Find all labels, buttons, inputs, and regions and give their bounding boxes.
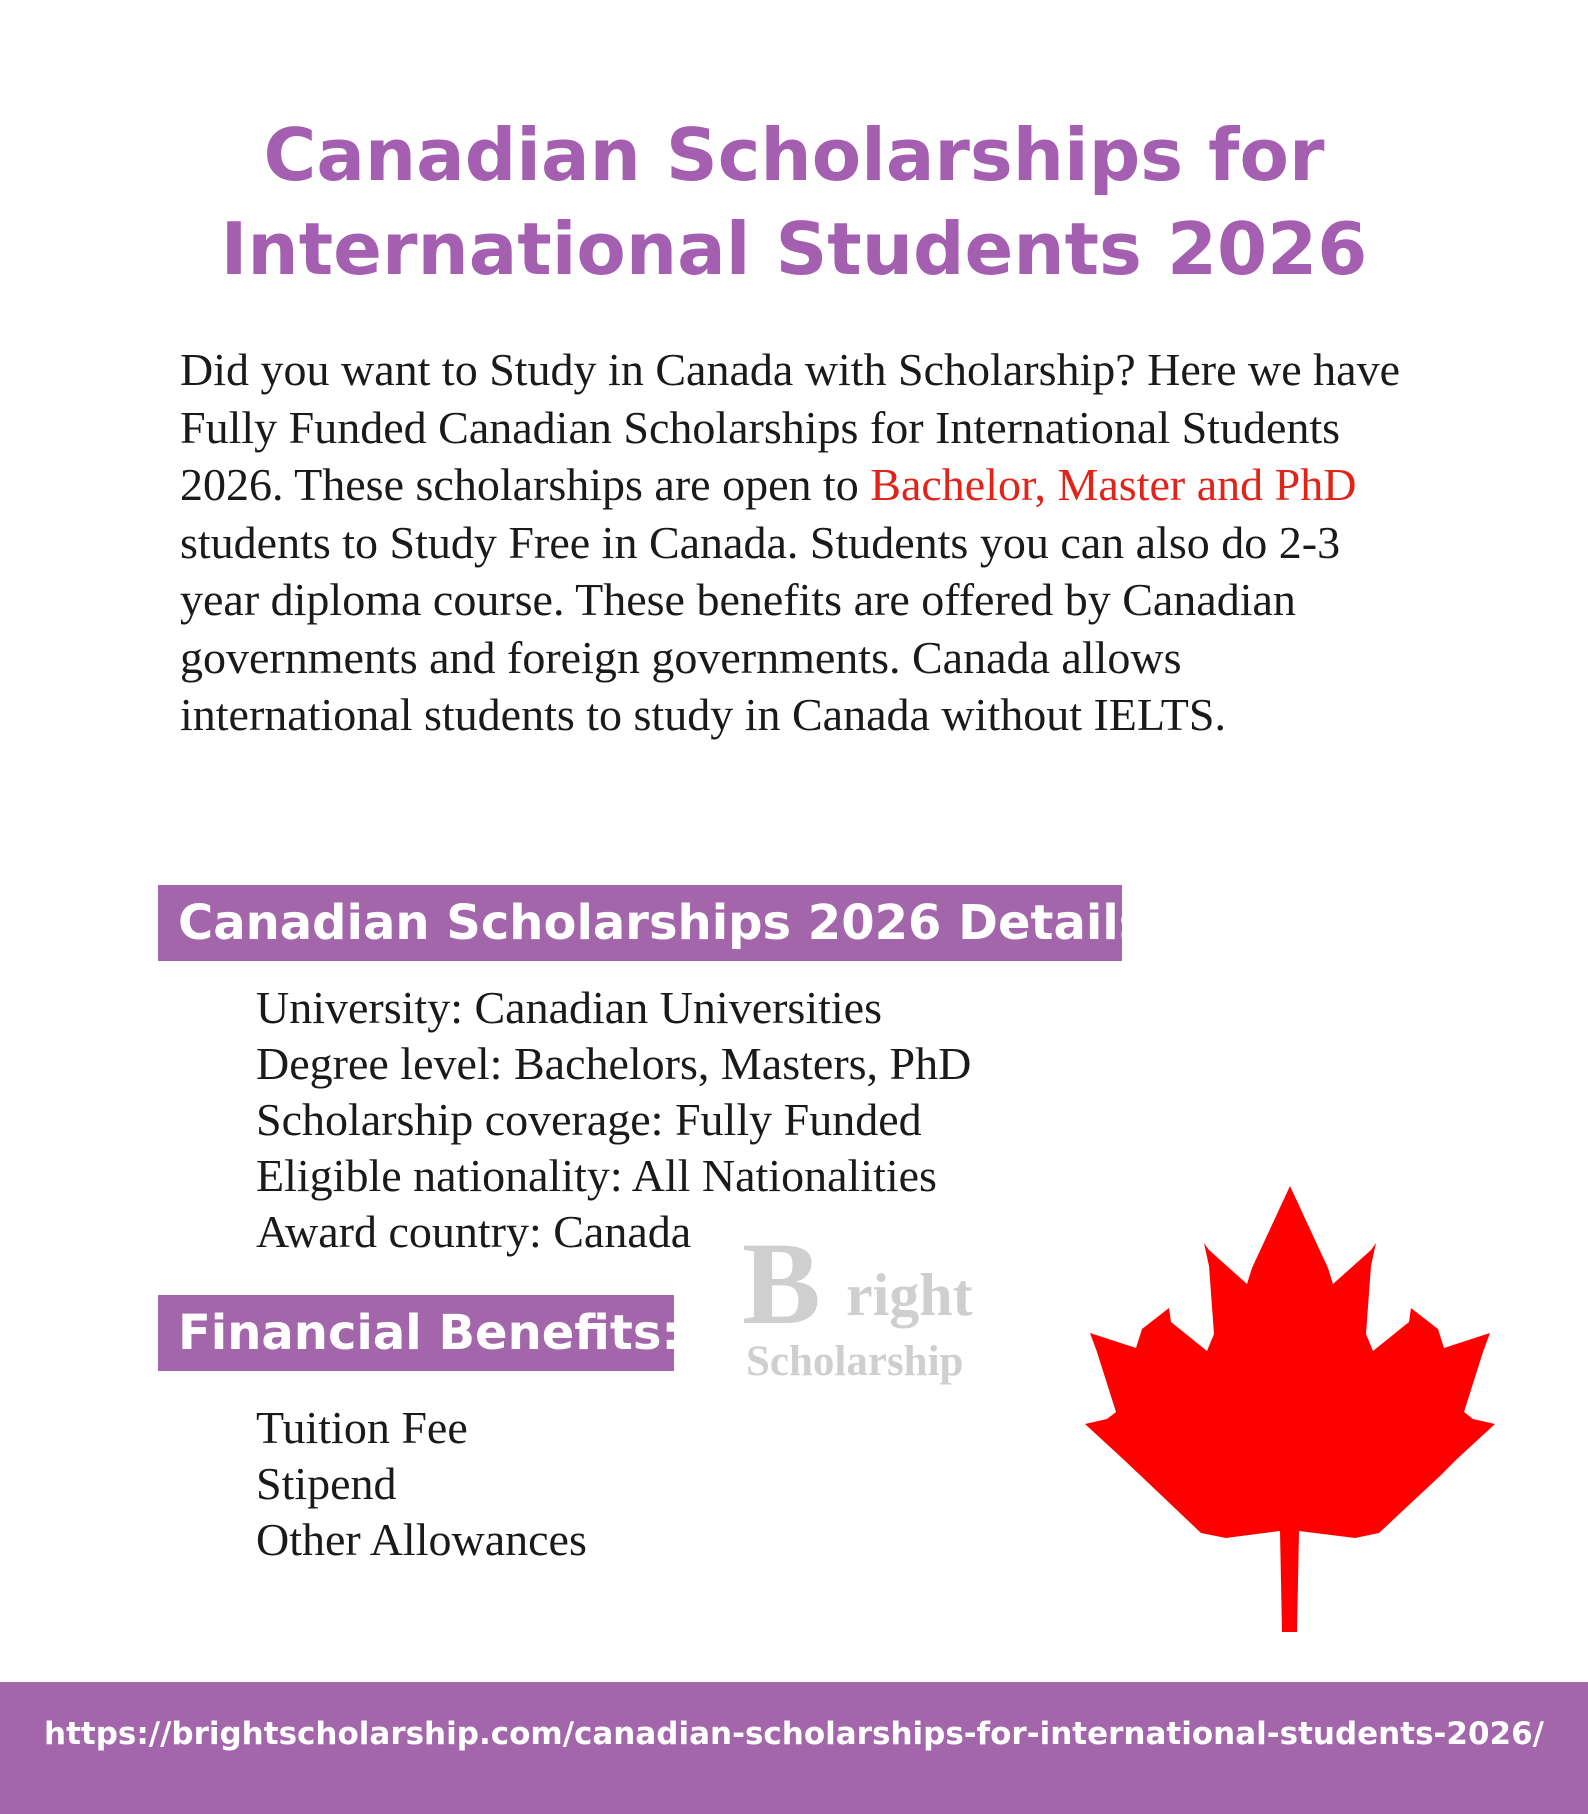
watermark-word-right: right <box>846 1262 973 1328</box>
watermark-word-scholarship: Scholarship <box>746 1338 964 1385</box>
page-title-line-2: International Students 2026 <box>220 207 1368 291</box>
page-title <box>0 108 1588 296</box>
details-heading-bar: Canadian Scholarships 2026 Details: <box>158 885 1122 961</box>
footer-url-link[interactable]: https://brightscholarship.com/canadian-scholarships-for-international-students-2026/ <box>44 1716 1544 1752</box>
details-item-nationality: Eligible nationality: All Nationalities <box>256 1150 937 1201</box>
watermark-letter-b: B <box>742 1225 821 1349</box>
details-list <box>256 980 971 1260</box>
page-title-line-1: Canadian Scholarships for <box>263 113 1325 197</box>
intro-highlight-degrees: Bachelor, Master and PhD <box>870 459 1357 510</box>
benefits-list <box>256 1400 587 1568</box>
intro-paragraph <box>180 341 1400 744</box>
details-item-country: Award country: Canada <box>256 1206 692 1257</box>
benefits-item-allowances: Other Allowances <box>256 1514 587 1565</box>
intro-text-start: Did you want to Study in Canada with Scholarship? Here we have Fully Funded Canadian Scholarships for International Students 2026. These scholarships are open to <box>180 344 1401 510</box>
details-item-university: University: Canadian Universities <box>256 982 882 1033</box>
bright-scholarship-watermark-logo <box>742 1225 1022 1395</box>
details-item-degree-level: Degree level: Bachelors, Masters, PhD <box>256 1038 972 1089</box>
benefits-item-tuition: Tuition Fee <box>256 1402 468 1453</box>
maple-leaf-icon <box>1085 1186 1495 1632</box>
intro-text-end: students to Study Free in Canada. Students you can also do 2-3 year diploma course. These benefits are offered by Canadian governments and foreign governments. Canada allows international students to study in Canada without IELTS. <box>180 516 1341 740</box>
details-item-coverage: Scholarship coverage: Fully Funded <box>256 1094 922 1145</box>
benefits-item-stipend: Stipend <box>256 1458 397 1509</box>
footer-bar <box>0 1682 1588 1814</box>
benefits-heading-bar: Financial Benefits: <box>158 1295 674 1371</box>
